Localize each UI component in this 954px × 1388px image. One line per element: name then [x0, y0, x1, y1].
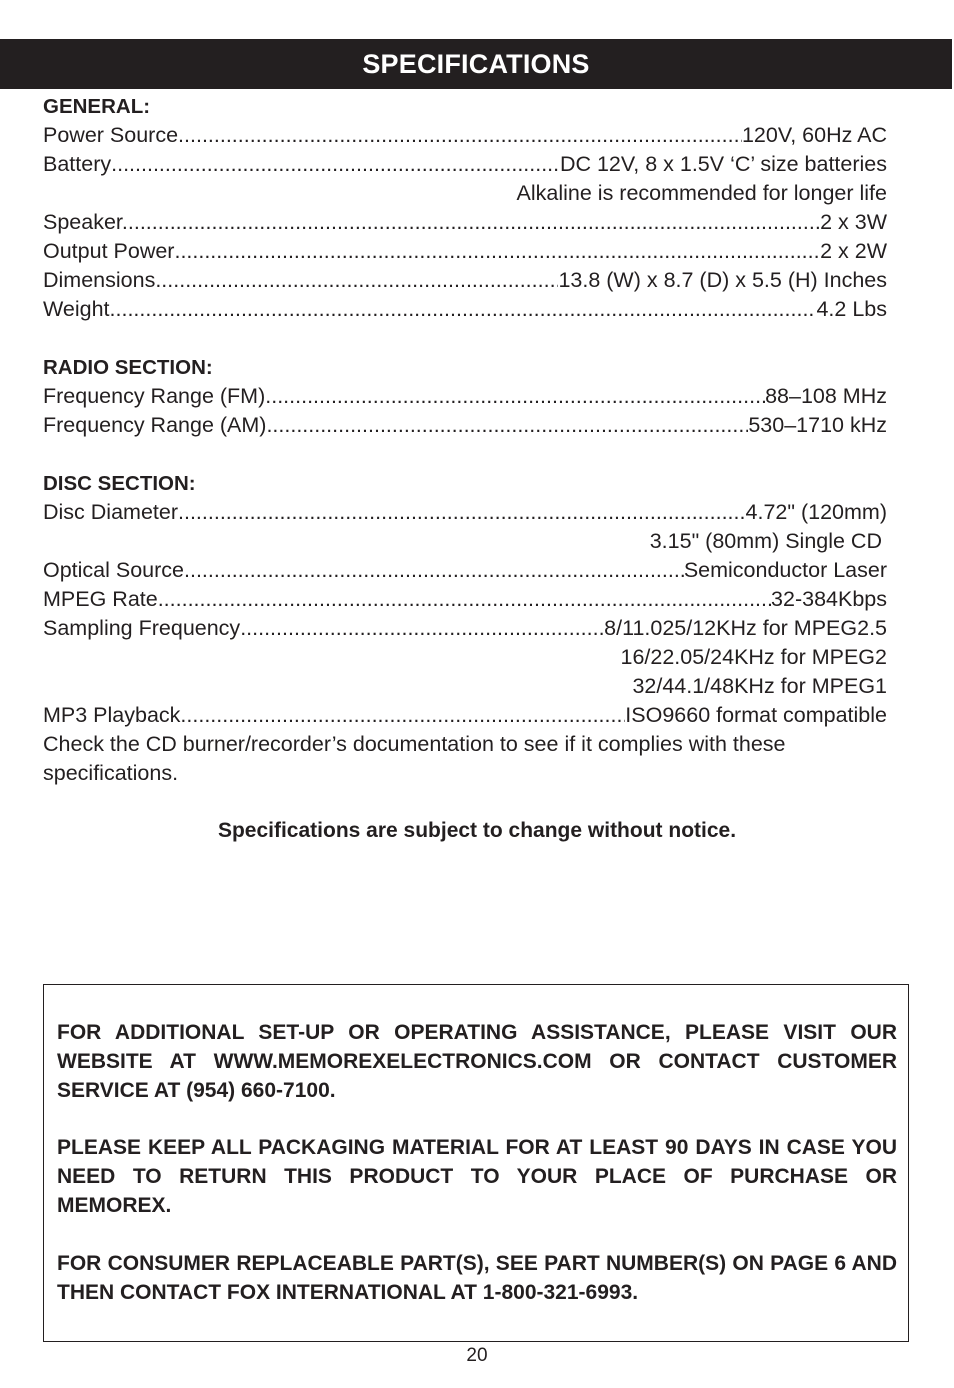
dot-leader: [110, 295, 817, 324]
spec-note-sampling-mpeg2: 16/22.05/24KHz for MPEG2: [620, 645, 887, 669]
cd-burner-note: Check the CD burner/recorder’s documentation to see if it complies with these specifications.: [43, 732, 786, 785]
spec-label: Frequency Range (FM): [43, 384, 266, 408]
spec-label: MPEG Rate: [43, 587, 158, 611]
assistance-paragraph: FOR ADDITIONAL SET-UP OR OPERATING ASSISTANCE, PLEASE VISIT OUR WEBSITE AT WWW.MEMOREXELECTRONICS.COM OR CONTACT CUSTOMER SERVICE AT (954) 660-7100.: [57, 1021, 897, 1102]
spec-label: Optical Source: [43, 558, 185, 582]
spec-label: Output Power: [43, 239, 175, 263]
spec-label: MP3 Playback: [43, 703, 181, 727]
spec-label: Speaker.: [43, 210, 128, 234]
spec-value: 2 x 3W: [820, 210, 887, 234]
specifications-list: [43, 92, 887, 788]
spec-label: Frequency Range (AM): [43, 413, 267, 437]
spacer: [43, 324, 887, 353]
disc-heading: DISC SECTION:: [43, 472, 196, 495]
dot-leader: [266, 411, 748, 440]
spec-value: 530–1710 kHz: [748, 413, 887, 437]
dot-leader: [111, 150, 560, 179]
spec-value: 4.72" (120mm): [745, 500, 887, 524]
spec-row-sampling-frequency: [43, 614, 887, 643]
spec-row-mp3-playback: [43, 701, 887, 730]
dot-leader: [240, 614, 604, 643]
dot-leader: [155, 266, 558, 295]
dot-leader: [265, 382, 765, 411]
dot-leader: [178, 498, 746, 527]
spec-value: DC 12V, 8 x 1.5V ‘C’ size batteries: [559, 152, 887, 176]
page-title: SPECIFICATIONS: [362, 48, 590, 79]
spec-label: Dimensions: [43, 268, 156, 292]
spec-note-disc-diameter: 3.15" (80mm) Single CD: [649, 529, 882, 553]
dot-leader: [158, 585, 771, 614]
spec-label: Sampling Frequency: [43, 616, 241, 640]
dot-leader: [174, 237, 820, 266]
header-bar: [0, 39, 952, 89]
spec-value: ISO9660 format compatible: [625, 703, 887, 727]
radio-heading: RADIO SECTION:: [43, 356, 213, 379]
spec-value: Semiconductor Laser: [683, 558, 887, 582]
page-number: 20: [466, 1345, 488, 1366]
spec-row-am: [43, 411, 887, 440]
spec-row-output-power: [43, 237, 887, 266]
spec-value: 120V, 60Hz AC: [741, 123, 887, 147]
spec-row-power-source: [43, 121, 887, 150]
spec-value: 13.8 (W) x 8.7 (D) x 5.5 (H) Inches: [558, 268, 887, 292]
dot-leader: [178, 121, 742, 150]
spec-value: 4.2 Lbs: [816, 297, 887, 321]
spec-label: Power Source: [43, 123, 179, 147]
spacer: [43, 440, 887, 469]
general-heading: GENERAL:: [43, 95, 151, 118]
spec-row-fm: [43, 382, 887, 411]
spec-label: Battery: [43, 152, 112, 176]
spec-value: 8/11.025/12KHz for MPEG2.5: [604, 616, 887, 640]
change-notice: Specifications are subject to change without notice.: [217, 819, 737, 842]
spec-label: Disc Diameter: [43, 500, 178, 524]
packaging-paragraph: PLEASE KEEP ALL PACKAGING MATERIAL FOR AT LEAST 90 DAYS IN CASE YOU NEED TO RETURN THIS PRODUCT TO YOUR PLACE OF PURCHASE OR MEMOREX.: [57, 1136, 897, 1217]
replacement-parts-paragraph: FOR CONSUMER REPLACEABLE PART(S), SEE PART NUMBER(S) ON PAGE 6 AND THEN CONTACT FOX INTERNATIONAL AT 1-800-321-6993.: [57, 1252, 897, 1304]
spec-row-mpeg-rate: [43, 585, 887, 614]
dot-leader: [184, 556, 684, 585]
dot-leader: [128, 208, 820, 237]
spec-value: 88–108 MHz: [765, 384, 887, 408]
spec-note-battery: Alkaline is recommended for longer life: [516, 181, 887, 205]
assistance-box: [43, 984, 909, 1342]
spec-value: 2 x 2W: [820, 239, 887, 263]
spec-row-optical-source: [43, 556, 887, 585]
spec-row-disc-diameter: [43, 498, 887, 527]
spec-row-speaker: [43, 208, 887, 237]
spec-row-battery: [43, 150, 887, 179]
spec-note-sampling-mpeg1: 32/44.1/48KHz for MPEG1: [632, 674, 887, 698]
spec-value: 32-384Kbps: [771, 587, 887, 611]
dot-leader: [180, 701, 625, 730]
spec-row-weight: [43, 295, 887, 324]
spec-label: Weight: [43, 297, 110, 321]
spec-row-dimensions: [43, 266, 887, 295]
